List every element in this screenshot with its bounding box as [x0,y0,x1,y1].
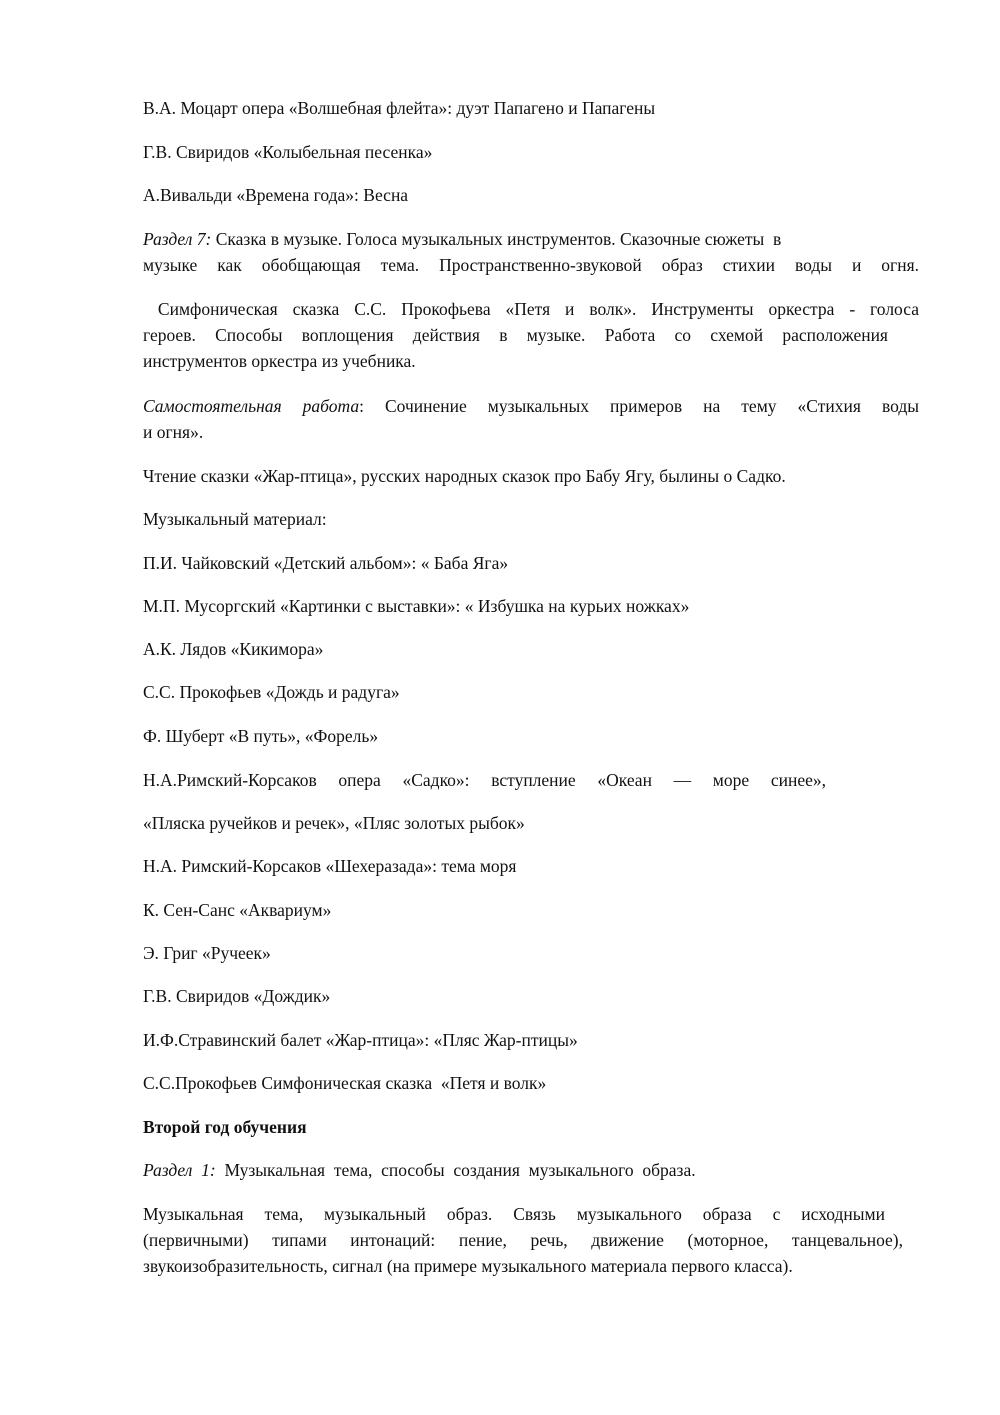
text-line: Г.В. Свиридов «Колыбельная песенка» [143,142,433,162]
section-7-line [143,229,905,249]
section-title: Сказка в музыке. Голоса музыкальных инструментов. Сказочные сюжеты в [211,229,782,249]
text-line: инструментов оркестра из учебника. [143,351,416,371]
material-item: М.П. Мусоргский «Картинки с выставки»: « Избушка на курьих ножках» [143,596,690,616]
text-line: Чтение сказки «Жар-птица», русских народных сказок про Бабу Ягу, былины о Садко. [143,466,786,486]
material-item: Н.А. Римский-Корсаков «Шехеразада»: тема моря [143,856,517,876]
text-line: и огня». [143,422,204,442]
text-line: А.Вивальди «Времена года»: Весна [143,185,409,205]
section-label: Раздел 1: [143,1160,216,1180]
material-item: «Пляска ручейков и речек», «Пляс золотых рыбок» [143,813,525,833]
material-item: С.С. Прокофьев «Дождь и радуга» [143,682,400,702]
section-label: Раздел 7: [143,229,212,249]
material-item: П.И. Чайковский «Детский альбом»: « Баба Яга» [143,553,509,573]
text-line: В.А. Моцарт опера «Волшебная флейта»: дуэт Папагено и Папагены [143,98,656,118]
year-2-heading: Второй год обучения [143,1117,307,1137]
material-item: Э. Григ «Ручеек» [143,943,271,963]
material-item: Н.А.Римский-Корсаков опера «Садко»: вступление «Океан — море синее», [143,770,826,790]
material-item: Г.В. Свиридов «Дождик» [143,986,331,1006]
independent-work-text: : Сочинение музыкальных примеров на тему «Стихия воды [359,396,919,416]
text-line: героев. Способы воплощения действия в музыке. Работа со схемой расположения [143,325,888,345]
section-1-line [143,1160,919,1180]
material-item: С.С.Прокофьев Симфоническая сказка «Петя и волк» [143,1073,547,1093]
material-item: Ф. Шуберт «В путь», «Форель» [143,726,379,746]
independent-work-label: Самостоятельная работа [143,396,360,416]
section-title: Музыкальная тема, способы создания музыкального образа. [215,1160,696,1180]
text-line: Музыкальная тема, музыкальный образ. Связь музыкального образа с исходными [143,1204,885,1224]
material-item: И.Ф.Стравинский балет «Жар-птица»: «Пляс Жар-птицы» [143,1030,578,1050]
independent-work-line [143,396,919,416]
material-item: А.К. Лядов «Кикимора» [143,639,324,659]
text-line: звукоизобразительность, сигнал (на примере музыкального материала первого класса). [143,1256,793,1276]
text-line: (первичными) типами интонаций: пение, речь, движение (моторное, танцевальное), [143,1230,903,1250]
text-line: Симфоническая сказка С.С. Прокофьева «Петя и волк». Инструменты оркестра - голоса [143,299,919,319]
material-item: К. Сен-Санс «Аквариум» [143,900,332,920]
material-heading: Музыкальный материал: [143,509,327,529]
text-line: музыке как обобщающая тема. Пространственно-звуковой образ стихии воды и огня. [143,255,919,275]
